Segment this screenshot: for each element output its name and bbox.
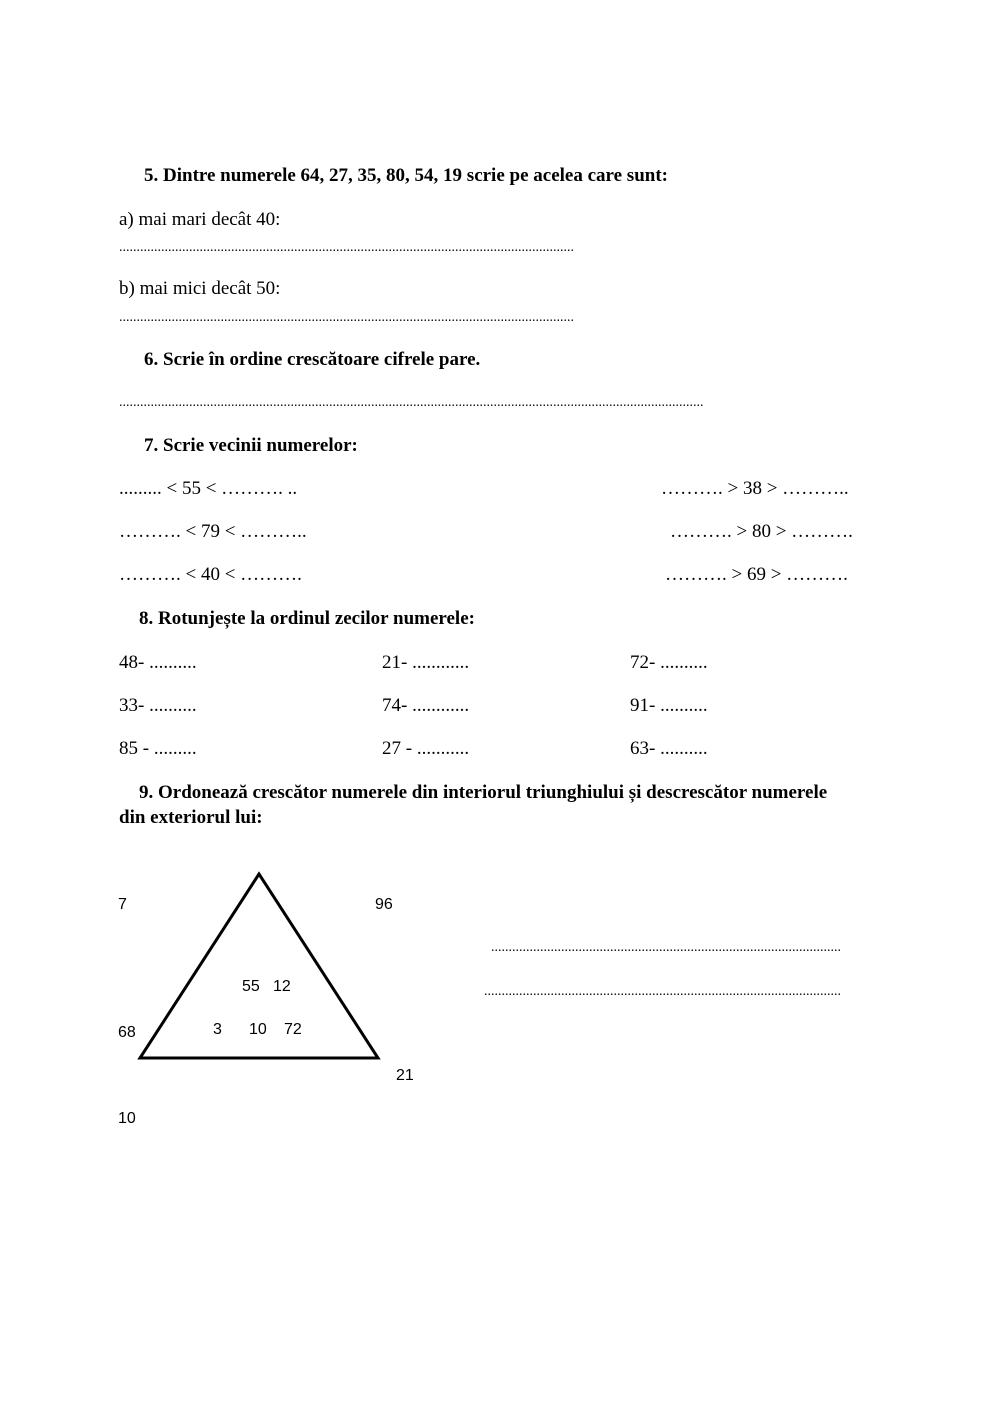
ex8-col1-row-3: 85 - ......... [119, 738, 197, 759]
ex8-col2-row-3: 27 - ........... [382, 738, 470, 759]
ex7-title: 7. Scrie vecinii numerelor: [144, 435, 358, 456]
ex7-left-row-3: ………. < 40 < ………. [119, 564, 302, 585]
ex8-col2-row-1: 21- ............ [382, 652, 470, 673]
ex9-title-line-2: din exteriorul lui: [119, 807, 263, 828]
ex9-title-line-1: 9. Ordonează crescător numerele din interiorul triunghiului și descrescător numerele [139, 782, 828, 803]
inside-number: 55 [242, 978, 260, 995]
outside-number: 96 [375, 896, 393, 913]
ex7-right-row-1: ………. > 38 > ……….. [661, 478, 849, 499]
ex5-a-label: a) mai mari decât 40: [119, 209, 281, 230]
ex8-title: 8. Rotunjește la ordinul zecilor numerele: [139, 608, 475, 629]
ex8-col1-row-1: 48- .......... [119, 652, 197, 673]
ex5-b-answer-line: .................................................................................................................................. [119, 310, 574, 325]
outside-number: 10 [118, 1110, 136, 1127]
ex7-right-row-2: ………. > 80 > ………. [670, 521, 853, 542]
ex6-answer-line: ....................................................................................................................................................................... [119, 395, 704, 410]
ex7-left-row-1: ......... < 55 < ………. .. [119, 478, 298, 499]
ex9-answer-line-2: ...................................................................................................... [484, 984, 841, 999]
ex8-col3-row-2: 91- .......... [630, 695, 708, 716]
ex5-title: 5. Dintre numerele 64, 27, 35, 80, 54, 19 scrie pe acelea care sunt: [144, 165, 668, 186]
ex6-title: 6. Scrie în ordine crescătoare cifrele pare. [144, 349, 481, 370]
inside-number: 72 [284, 1021, 302, 1038]
outside-number: 7 [118, 896, 127, 913]
inside-number: 10 [249, 1021, 267, 1038]
ex9-answer-line-1: .................................................................................................... [491, 940, 841, 955]
ex8-col1-row-2: 33- .......... [119, 695, 197, 716]
outside-number: 68 [118, 1024, 136, 1041]
ex8-col3-row-1: 72- .......... [630, 652, 708, 673]
inside-number: 12 [273, 978, 291, 995]
ex5-b-label: b) mai mici decât 50: [119, 278, 281, 299]
ex8-col3-row-3: 63- .......... [630, 738, 708, 759]
ex7-right-row-3: ………. > 69 > ………. [665, 564, 848, 585]
ex8-col2-row-2: 74- ............ [382, 695, 470, 716]
ex7-left-row-2: ………. < 79 < ……….. [119, 521, 307, 542]
outside-number: 21 [396, 1067, 414, 1084]
ex5-a-answer-line: .................................................................................................................................. [119, 240, 574, 255]
inside-number: 3 [213, 1021, 222, 1038]
